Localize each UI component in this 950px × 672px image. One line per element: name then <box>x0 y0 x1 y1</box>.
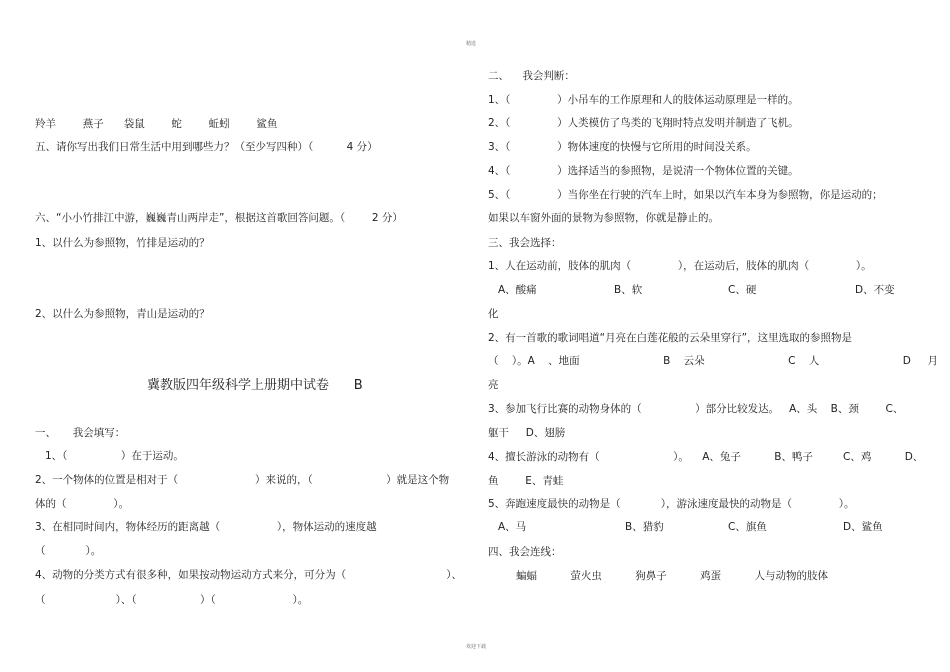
question-6-2: 2、以什么为参照物，青山是运动的？ <box>35 308 210 320</box>
section-1-heading: 一、 我会填写： <box>35 427 126 439</box>
choice-q1-option-d: D、不变 <box>855 284 895 296</box>
fill-q2-cont: 体的（ ）。 <box>35 498 129 510</box>
choice-q1-cont: 化 <box>488 308 499 320</box>
choice-q4: 4、擅长游泳的动物有（ ）。 A、兔子 B、鸭子 C、鸡 D、 <box>488 451 924 463</box>
judge-q4: 4、（ ）选择适当的参照物，是说清一个物体位置的关键。 <box>488 165 799 177</box>
choice-q5-option-c: C、旗鱼 <box>728 521 767 533</box>
choice-q3-cont: 躯干 D、翅膀 <box>488 427 566 439</box>
judge-q2: 2、（ ）人类模仿了鸟类的飞翔时特点发明并制造了飞机。 <box>488 117 799 129</box>
fill-q1: 1、（ ）在于运动。 <box>45 450 184 462</box>
question-6-1: 1、以什么为参照物，竹排是运动的？ <box>35 237 210 249</box>
fill-q3-cont: （ ）。 <box>35 545 102 557</box>
matching-items: 蝙蝠 萤火虫 狗鼻子 鸡蛋 人与动物的肢体 <box>516 570 829 582</box>
section-3-heading: 三、我会选择： <box>488 237 562 249</box>
choice-q5-option-a: A、马 <box>498 521 527 533</box>
fill-q4: 4、动物的分类方式有很多种，如果按动物运动方式来分，可分为（ ）、 <box>35 569 463 581</box>
header-label: 精选 <box>466 41 477 47</box>
question-5: 五、请你写出我们日常生活中用到哪些力？（至少写四种）（ 4 分） <box>35 141 378 153</box>
judge-q5: 5、（ ）当你坐在行驶的汽车上时，如果以汽车本身为参照物，你是运动的； <box>488 189 883 201</box>
choice-q1-option-b: B、软 <box>614 284 643 296</box>
animals-list: 羚羊 燕子 袋鼠 蛇 蚯蚓 鲨鱼 <box>35 118 278 130</box>
choice-q2: 2、有一首歌的歌词唱道“月亮在白莲花般的云朵里穿行”，这里选取的参照物是 <box>488 332 853 344</box>
choice-q1-option-c: C、硬 <box>728 284 757 296</box>
fill-q3: 3、在相同时间内，物体经历的距离越（ ），物体运动的速度越 <box>35 521 377 533</box>
question-6: 六、“小小竹排江中游，巍巍青山两岸走”，根据这首歌回答问题。（ 2 分） <box>35 212 403 224</box>
choice-q1-option-a: A、酸痛 <box>498 284 537 296</box>
choice-q3: 3、参加飞行比赛的动物身体的（ ）部分比较发达。 A、头 B、颈 C、 <box>488 403 904 415</box>
choice-q5-option-b: B、猎豹 <box>625 521 664 533</box>
fill-q2: 2、一个物体的位置是相对于（ ）来说的，（ ）就是这个物 <box>35 474 450 486</box>
choice-q5: 5、奔跑速度最快的动物是（ ），游泳速度最快的动物是（ ）。 <box>488 498 855 510</box>
choice-q1: 1、人在运动前，肢体的肌肉（ ），在运动后，肢体的肌肉（ ）。 <box>488 260 872 272</box>
choice-q5-option-d: D、鲨鱼 <box>843 521 883 533</box>
fill-q4-cont: （ ）、（ ）（ ）。 <box>35 594 309 606</box>
choice-q2-cont: 亮 <box>488 379 499 391</box>
section-2-heading: 二、 我会判断： <box>488 70 575 82</box>
page-title: 冀教版四年级科学上册期中试卷 B <box>147 378 363 393</box>
choice-q4-cont: 鱼 E、青蛙 <box>488 475 564 487</box>
judge-q3: 3、（ ）物体速度的快慢与它所用的时间没关系。 <box>488 141 757 153</box>
judge-q1: 1、（ ）小吊车的工作原理和人的肢体运动原理是一样的。 <box>488 94 799 106</box>
judge-q5-cont: 如果以车窗外面的景物为参照物，你就是静止的。 <box>488 212 719 224</box>
footer-label: 欢迎下载 <box>466 644 487 650</box>
choice-q2-options: （ ）。A 、地面 B 云朵 C 人 D 月 <box>488 355 938 367</box>
section-4-heading: 四、我会连线： <box>488 546 562 558</box>
